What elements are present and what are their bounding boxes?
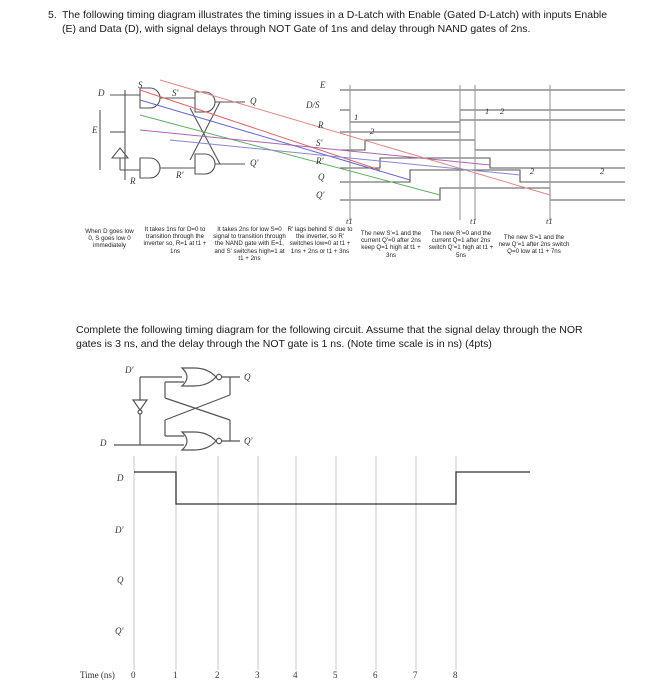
time-tick: 4: [293, 670, 298, 680]
question-number: 5.: [48, 9, 57, 21]
annotation-1: When D goes low 0, S goes low 0 immediately: [85, 228, 134, 250]
circuit-label-d: D: [98, 88, 105, 98]
row-label-q: Q: [117, 575, 124, 585]
label-q: Q: [244, 372, 251, 382]
question-next-text: Complete the following timing diagram for the following circuit. Assume that the signal delay through the NOR gates is 3 ns, and the delay through the NOT gate is 1 ns. (Note time scale is in ns) (4pts): [76, 324, 583, 350]
delay-mark: 2: [500, 106, 505, 116]
time-axis-label: Time (ns): [80, 670, 115, 680]
wave-label-ds: D/S: [306, 100, 320, 110]
time-marker-t1: t1: [346, 216, 353, 226]
circuit-label-r: R: [130, 176, 136, 186]
time-tick: 2: [215, 670, 220, 680]
circuit-label-s-bar: S': [172, 88, 179, 98]
delay-mark: 1: [485, 106, 490, 116]
annotation-3: It takes 2ns for low S=0 signal to transition through the NAND gate with E=1, and S' switches high=1 at t1 + 2ns: [213, 226, 286, 262]
circuit-label-r-bar: R': [176, 170, 184, 180]
delay-mark: 1: [354, 112, 359, 122]
circuit-label-q-bar: Q': [250, 158, 259, 168]
wave-label-q-bar: Q': [316, 190, 325, 200]
circuit-label-s: S: [138, 80, 143, 90]
d-waveform: [134, 472, 530, 504]
row-label-d: D: [117, 473, 124, 483]
delay-mark: 2: [530, 166, 535, 176]
wave-label-r: R: [318, 120, 324, 130]
annotation-2: It takes 1ns for D=0 to transition through the inverter so, R=1 at t1 + 1ns: [143, 226, 207, 255]
annotation-7: The new S'=1 and the new Q'=1 after 2ns switch Q=0 low at t1 + 7ns: [498, 234, 570, 256]
wave-label-r-bar: R': [316, 156, 324, 166]
time-marker-t1: t1: [470, 216, 477, 226]
time-tick: 3: [255, 670, 260, 680]
label-d-prime: D': [125, 365, 134, 375]
delay-mark: 2: [600, 166, 605, 176]
time-marker-t1: t1: [546, 216, 553, 226]
annotation-4: R' lags behind S' due to the inverter, so R' switches low=0 at t1 + 1ns + 2ns or t1 + 3ns: [287, 226, 353, 255]
circuit-label-q: Q: [250, 96, 257, 106]
time-tick: 5: [333, 670, 338, 680]
row-label-d-prime: D': [115, 525, 124, 535]
label-q-prime: Q': [244, 436, 253, 446]
time-tick: 8: [453, 670, 458, 680]
question-5-text: The following timing diagram illustrates the timing issues in a D-Latch with Enable (Gated D-Latch) with inputs Enable (E) and Data (D), with signal delays through NOT Gate of 1ns and delay through NAND gates of 2ns.: [62, 9, 608, 35]
label-d: D: [100, 438, 107, 448]
row-label-q-prime: Q': [115, 626, 124, 636]
time-tick: 0: [131, 670, 136, 680]
circuit-label-e: E: [92, 125, 98, 135]
time-tick: 6: [373, 670, 378, 680]
delay-mark: 2: [370, 126, 375, 136]
annotation-5: The new S'=1 and the current Q'=0 after 2ns keep Q=1 high at t1 + 3ns: [360, 230, 422, 259]
time-tick: 1: [173, 670, 178, 680]
annotation-6: The new R'=0 and the current Q=1 after 2ns switch Q'=1 high at t1 + 5ns: [428, 230, 494, 259]
wave-label-s-bar: S': [316, 138, 323, 148]
time-tick: 7: [413, 670, 418, 680]
wave-label-e: E: [320, 80, 326, 90]
wave-label-q: Q: [318, 172, 325, 182]
